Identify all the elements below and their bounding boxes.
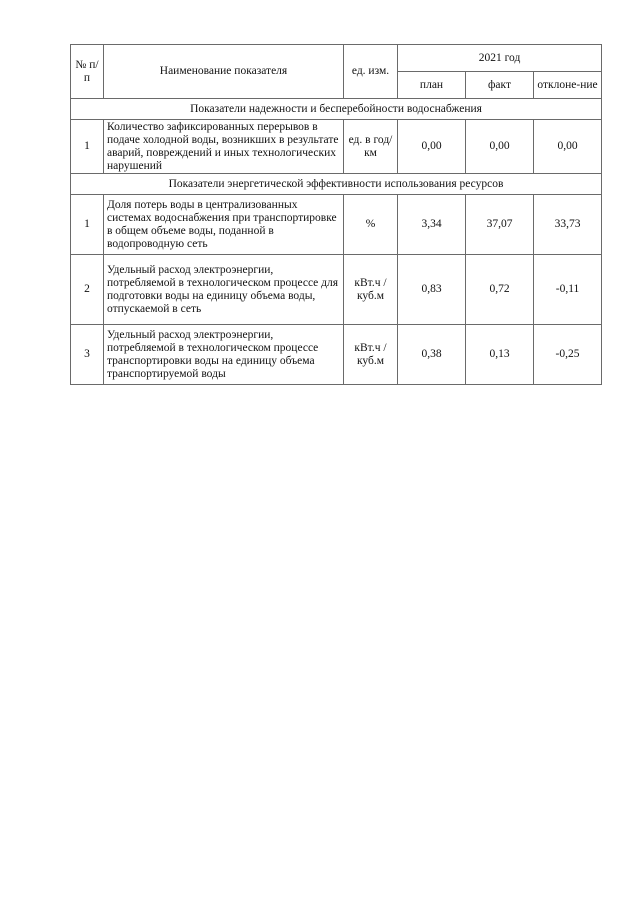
row-name: Удельный расход электроэнергии, потребляемой в технологическом процессе транспортировки воды на единицу объема транспортируемой воды: [104, 325, 344, 385]
header-year: 2021 год: [398, 45, 602, 72]
row-fact: 0,00: [466, 120, 534, 174]
table-header-row: [71, 45, 602, 72]
row-name: Удельный расход электроэнергии, потребляемой в технологическом процессе для подготовки воды на единицу объема воды, отпускаемой в сеть: [104, 255, 344, 325]
table-row: [71, 255, 602, 325]
header-deviation: отклоне-ние: [534, 72, 602, 99]
header-unit: ед. изм.: [344, 45, 398, 99]
row-plan: 3,34: [398, 195, 466, 255]
row-num: 2: [71, 255, 104, 325]
section-title: Показатели энергетической эффективности использования ресурсов: [71, 174, 602, 195]
row-deviation: -0,25: [534, 325, 602, 385]
row-name: Количество зафиксированных перерывов в подаче холодной воды, возникших в результате аварий, повреждений и иных технологических нарушений: [104, 120, 344, 174]
row-name: Доля потерь воды в централизованных системах водоснабжения при транспортировке в общем объеме воды, поданной в водопроводную сеть: [104, 195, 344, 255]
row-fact: 0,13: [466, 325, 534, 385]
row-unit: кВт.ч / куб.м: [344, 325, 398, 385]
section-title-row: [71, 174, 602, 195]
header-name: Наименование показателя: [104, 45, 344, 99]
row-deviation: 33,73: [534, 195, 602, 255]
row-plan: 0,38: [398, 325, 466, 385]
row-plan: 0,00: [398, 120, 466, 174]
section-title: Показатели надежности и бесперебойности водоснабжения: [71, 99, 602, 120]
row-fact: 0,72: [466, 255, 534, 325]
row-deviation: 0,00: [534, 120, 602, 174]
indicators-table: [70, 44, 602, 385]
section-title-row: [71, 99, 602, 120]
header-plan: план: [398, 72, 466, 99]
table-row: [71, 195, 602, 255]
row-unit: кВт.ч / куб.м: [344, 255, 398, 325]
table-row: [71, 325, 602, 385]
row-num: 1: [71, 195, 104, 255]
row-num: 1: [71, 120, 104, 174]
row-num: 3: [71, 325, 104, 385]
row-plan: 0,83: [398, 255, 466, 325]
row-fact: 37,07: [466, 195, 534, 255]
header-num: № п/п: [71, 45, 104, 99]
row-deviation: -0,11: [534, 255, 602, 325]
table-row: [71, 120, 602, 174]
header-fact: факт: [466, 72, 534, 99]
row-unit: ед. в год/ км: [344, 120, 398, 174]
row-unit: %: [344, 195, 398, 255]
